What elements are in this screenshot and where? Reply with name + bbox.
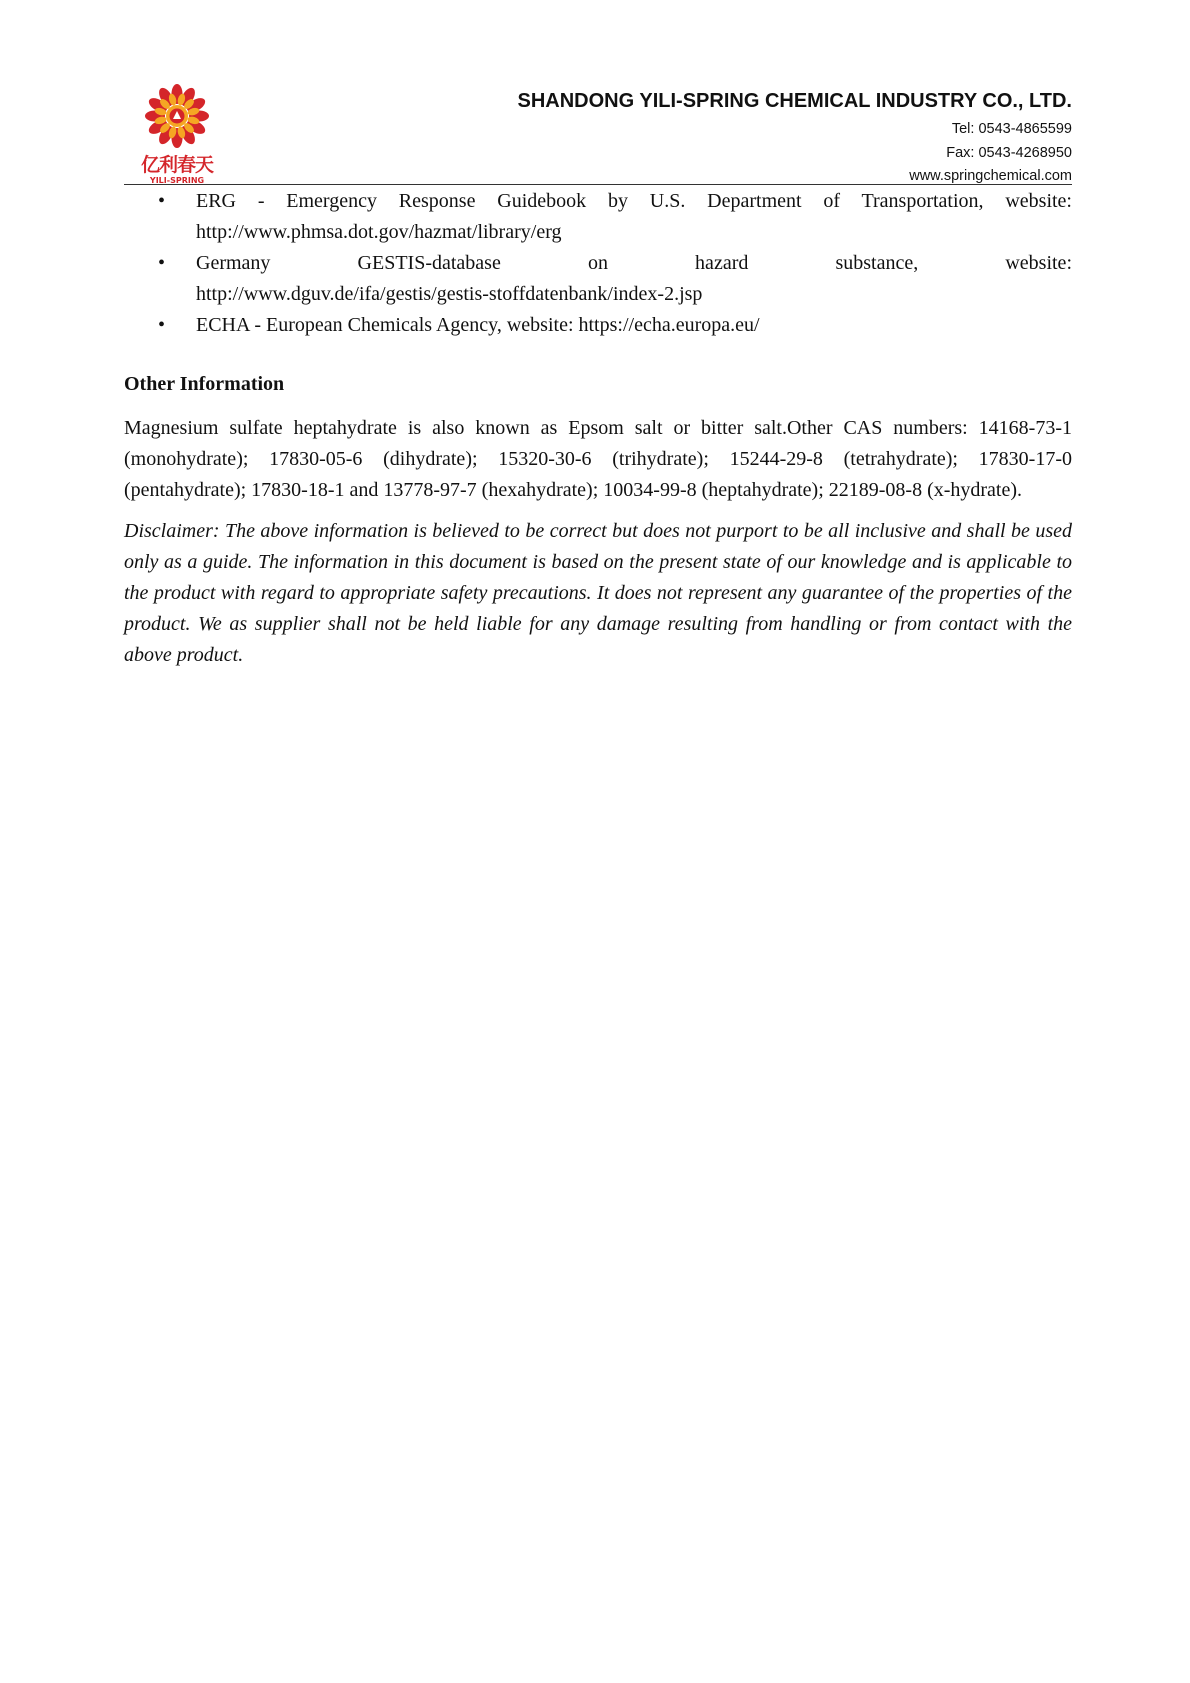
sunflower-logo-icon bbox=[138, 80, 216, 152]
document-body bbox=[124, 186, 1072, 671]
reference-url[interactable]: http://www.dguv.de/ifa/gestis/gestis-stoffdatenbank/index-2.jsp bbox=[196, 283, 703, 305]
company-info bbox=[518, 88, 1072, 189]
header-divider bbox=[124, 184, 1072, 185]
company-name: SHANDONG YILI-SPRING CHEMICAL INDUSTRY CO., LTD. bbox=[517, 90, 1072, 112]
list-item bbox=[124, 186, 1072, 248]
reference-text: Germany GESTIS-database on hazard substance, website: bbox=[196, 252, 1072, 274]
company-website[interactable]: www.springchemical.com bbox=[909, 168, 1072, 184]
logo-english-text: YILI-SPRING bbox=[149, 176, 205, 185]
list-item bbox=[124, 310, 1072, 341]
reference-list bbox=[124, 186, 1072, 341]
bullet: • bbox=[158, 252, 166, 274]
bullet: • bbox=[158, 314, 166, 336]
reference-url[interactable]: http://www.phmsa.dot.gov/hazmat/library/erg bbox=[196, 221, 562, 243]
bullet: • bbox=[158, 190, 166, 212]
company-logo bbox=[138, 80, 216, 186]
disclaimer-paragraph: Disclaimer: The above information is believed to be correct but does not purport to be all inclusive and shall be used only as a guide. The information in this document is based on the present state of our knowledge and is applicable to the product with regard to appropriate safety precautions. It does not represent any guarantee of the properties of the product. We as supplier shall not be held liable for any damage resulting from handling or from contact with the above product. bbox=[124, 520, 1072, 666]
reference-text: ECHA - European Chemicals Agency, website: https://echa.europa.eu/ bbox=[196, 314, 760, 336]
section-title: Other Information bbox=[124, 373, 285, 395]
list-item bbox=[124, 248, 1072, 310]
company-tel: Tel: 0543-4865599 bbox=[951, 121, 1072, 137]
reference-text: ERG - Emergency Response Guidebook by U.S. Department of Transportation, website: bbox=[196, 190, 1072, 212]
company-fax: Fax: 0543-4268950 bbox=[946, 144, 1072, 161]
logo-chinese-text: 亿利春天 bbox=[140, 154, 213, 176]
other-info-paragraph: Magnesium sulfate heptahydrate is also known as Epsom salt or bitter salt.Other CAS numbers: 14168-73-1 (monohydrate); 17830-05-6 (dihydrate); 15320-30-6 (trihydrate); 15244-29-8 (tetrahydrate); 17830-17-0 (pentahydrate); 17830-18-1 and 13778-97-7 (hexahydrate); 10034-99-8 (heptahydrate); 22189-08-8 (x-hydrate). bbox=[124, 417, 1072, 501]
page-header bbox=[124, 74, 1072, 184]
